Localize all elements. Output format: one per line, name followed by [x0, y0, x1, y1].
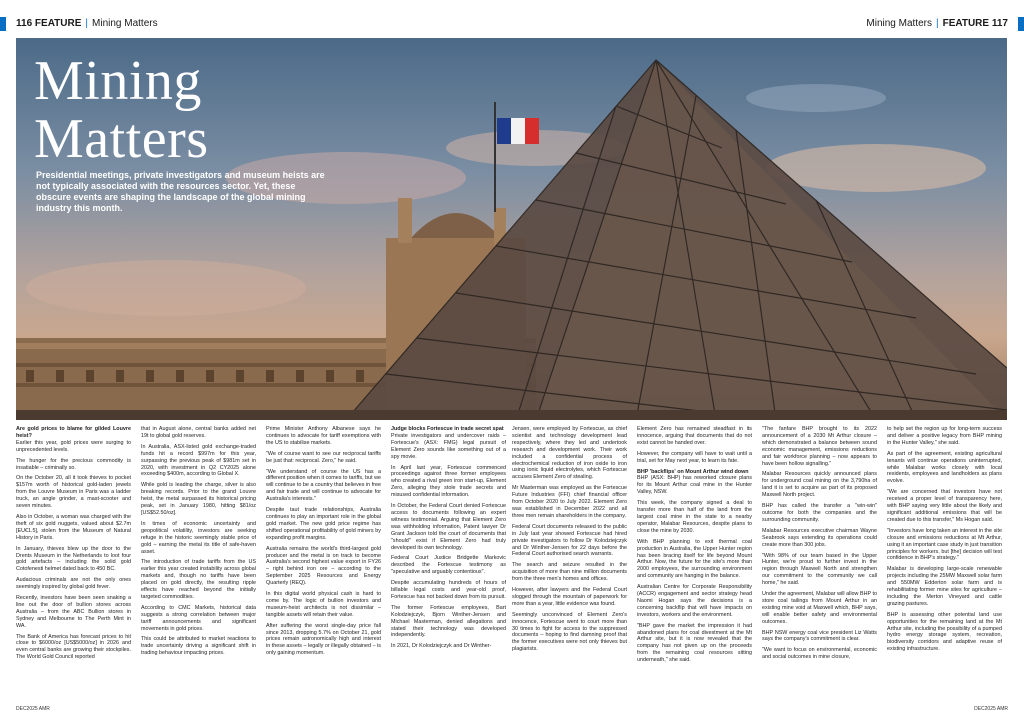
paragraph	[762, 553, 877, 588]
paragraph	[887, 451, 1002, 486]
paragraph	[762, 503, 877, 524]
paragraph-text: However, the company will have to wait until a trial, set for May next year, to learn its fate.	[637, 450, 752, 464]
paragraph-text: Seemingly unconvinced of Element Zero's innocence, Fortescue went to court more than 30 times to fight for access to the suppressed documents – hoping to find damning proof that the former executives were not only thieves but plagiarists.	[512, 611, 627, 653]
paragraph	[391, 503, 506, 551]
header-separator: |	[85, 18, 89, 29]
paragraph-text: In April last year, Fortescue commenced proceedings against three former employees who created a rival green iron start-up, Element Zero, alleging they stole trade secrets and misused confidential information.	[391, 464, 506, 499]
paragraph	[762, 471, 877, 499]
article-column	[512, 426, 627, 698]
paragraph	[266, 623, 381, 658]
paragraph-text: Also in October, a woman was charged with the theft of six gold nuggets, valued about $2.7m [EU€1.5], stolen from the Museum of Natural History in Paris.	[16, 513, 131, 541]
paragraph	[887, 528, 1002, 563]
footer-right: DEC2025 AMR	[974, 706, 1008, 712]
paragraph-text: Malabar Resources quickly announced plans for underground coal mining on the 3,790ha of land it is set to acquire as part of its proposed Maxwell North project.	[762, 471, 877, 499]
paragraph	[762, 591, 877, 626]
paragraph	[266, 546, 381, 587]
paragraph-text: Earlier this year, gold prices were surging to unprecedented levels.	[16, 439, 131, 453]
paragraph	[391, 426, 506, 461]
paragraph	[762, 630, 877, 644]
article-column	[141, 426, 256, 698]
paragraph-text: BHP (ASX: BHP) has reworked closure plans for its Mount Arthur coal mine in the Hunter Valley, NSW.	[637, 475, 752, 496]
paragraph	[512, 524, 627, 559]
paragraph-text: Malabar is developing large-scale renewable projects including the 25MW Maxwell solar farm and 550MW Edderton solar farm and is rehabilitating former mine sites for agriculture – including the Merton Vineyard and cattle grazing pastures.	[887, 566, 1002, 607]
paragraph-text: On the October 20, all it took thieves to pocket $157m worth of historical gold-laden jewels from the Louvre Museum in Paris was a ladder truck, an angle grinder, a mast-scooter and seven minutes.	[16, 475, 131, 510]
paragraph	[266, 469, 381, 504]
paragraph-text: Private investigators and undercover raids – Fortescue's (ASX: FMG) legal pursuit of Element Zero sounds like something out of a spy movie.	[391, 432, 506, 460]
paragraph	[391, 465, 506, 500]
paragraph	[16, 546, 131, 574]
paragraph	[391, 555, 506, 576]
paragraph	[512, 485, 627, 520]
paragraph-text: In January, thieves blew up the door to the Drents Museum in the Netherlands to loot four gold artefacts – including the solid gold Cotofenesti helmet dated back to 450 BC.	[16, 545, 131, 573]
section-heading: Judge blocks Fortescue in trade secret spat	[391, 426, 504, 432]
paragraph-text: Australian Centre for Corporate Responsibility (ACCR) engagement and sector strategy head Naomi Hogan says the decisions is a concerning backflip that will have impacts on investors, workers and the environment.	[637, 584, 752, 618]
paragraph-text: Despite taut trade relationships, Australia continues to play an important role in the global gold market. The new gold price regime has shifted operational profitability of gold miners by expanding profit margins.	[266, 507, 381, 541]
paragraph	[637, 500, 752, 535]
paragraph-text: Prime Minister Anthony Albanese says he continues to advocate for tariff exemptions with the US to stabilise markets.	[266, 426, 381, 446]
paragraph-text: "We are concerned that investors have not received a proper level of transparency here, with BHP saying very little about the likely and significant additional emissions that will be created due to this transfer," Ms Hogan said.	[887, 489, 1002, 523]
paragraph	[141, 636, 256, 657]
paragraph	[141, 482, 256, 517]
page-title	[34, 52, 354, 168]
paragraph-text: BHP is assessing other potential land use opportunities for the remaining land at the Mt Arthur site, including the possibility of a pumped hydro energy storage system, recreation, biodiversity corridors and adaptive reuse of existing infrastructure.	[887, 611, 1002, 653]
left-section-label: FEATURE	[34, 18, 82, 29]
paragraph	[16, 634, 131, 662]
paragraph-text: According to CMC Markets, historical data suggests a strong correlation between major tariff announcements and significant movements in gold prices.	[141, 604, 256, 632]
section-heading: Are gold prices to blame for gilded Louvre heist?	[16, 426, 131, 439]
paragraph	[141, 605, 256, 633]
paragraph-text: Despite accumulating hundreds of hours of billable legal costs and year-old proof, Fortescue has not backed down from its pursuit.	[391, 580, 506, 600]
paragraph-text: "We want to focus on environmental, economic and social outcomes in mine closure,	[762, 647, 877, 661]
paragraph	[141, 521, 256, 556]
paragraph	[141, 426, 256, 440]
paragraph	[141, 444, 256, 479]
article-column	[16, 426, 131, 698]
paragraph	[887, 566, 1002, 607]
paragraph-text: In times of economic uncertainty and geopolitical volatility, investors are seeking refuge in the historic seemingly stable price of gold – earning the metal its title of safe-haven asset.	[141, 520, 256, 555]
paragraph-text: Under the agreement, Malabar will allow BHP to store coal tailings from Mount Arthur in an existing mine void at Maxwell which, BHP says, will enable better safety and environmental outcomes.	[762, 591, 877, 625]
article-column	[637, 426, 752, 698]
standfirst: Presidential meetings, private investigators and museum heists are not typically associated with the resources sector. Yet, these obscure events are shaping the landscape of the global mining industry this month.	[36, 170, 325, 213]
footer-left: DEC2025 AMR	[16, 706, 50, 712]
paragraph	[16, 514, 131, 542]
paragraph-text: Jensen, were employed by Fortescue, as chief scientist and technology development lead respectively, where they led and undertook research and development work. Their work included a confidential process of electrochemical reduction of iron oxide to iron using ionic liquid electrolytes, which Fortescue accuses Element Zero of stealing.	[512, 426, 627, 481]
paragraph	[637, 539, 752, 580]
paragraph-text: "Investors have long taken an interest in the site closure and emissions reductions at Mt Arthur, using it an important case study in just transition principles for workers, but [the] decision will test confidence in BHP's strategy."	[887, 527, 1002, 562]
title-line-2: Matters	[34, 108, 209, 170]
paragraph	[887, 489, 1002, 524]
paragraph	[266, 426, 381, 447]
right-page-number: 117	[991, 18, 1008, 29]
paragraph-text: "The fanfare BHP brought to its 2022 announcement of a 2030 Mt Arthur closure – which demonstrated a balance between sound economic management, emissions reductions and fair workforce planning – now appears to have been hollow signalling."	[762, 426, 877, 467]
paragraph	[887, 426, 1002, 447]
paragraph-text: BHP NSW energy coal vice president Liz Watts says the company's commitment is clear.	[762, 629, 877, 643]
paragraph-text: to help set the region up for long-term success and deliver a positive legacy from BHP mining in the Hunter Valley," she said.	[887, 426, 1002, 446]
paragraph-text: Australia remains the world's third-largest gold producer and the metal is on track to become Australia's second highest value export in FY26 – right behind iron ore – according to the September 2025 Resources and Energy Quarterly (REQ).	[266, 545, 381, 587]
paragraph-text: With BHP planning to exit thermal coal production in Australia, the Upper Hunter region has been bracing itself for life beyond Mount Arthur. Now, the future for the site's more than 2000 employees, the surrounding environment and community are hanging in the balance.	[637, 538, 752, 580]
paragraph-text: Element Zero has remained steadfast in its innocence, arguing that documents that do not exist cannot be handed over.	[637, 426, 752, 446]
title-line-1: Mining	[34, 50, 202, 112]
paragraph-text: In this digital world physical cash is hard to come by. The logic of bullion investors and museum-heist architects is not dissimilar – tangible assets will retain their value.	[266, 591, 381, 618]
paragraph-text: Recently, investors have been seen snaking a line out the door of bullion stores across Australia – from the ABC Bullion stores in Sydney and Melbourne to The Perth Mint in WA.	[16, 595, 131, 629]
header-left	[0, 16, 158, 32]
paragraph-text: After suffering the worst single-day price fall since 2013, dropping 5.7% on October 21, gold prices remain astronomically high and interest in these assets – legally or illegally obtained – is only gaining momentum.	[266, 622, 381, 657]
header-separator: |	[935, 18, 939, 29]
paragraph-text: Malabar Resources executive chairman Wayne Seabrook says extending its operations could create more than 300 jobs.	[762, 527, 877, 548]
paragraph-text: Federal Court documents released to the public in July last year showed Fortescue had hired private investigators to follow Dr Kolodziejczyk and Dr Winther-Jensen for 22 days before the Federal Court authorised search warrants.	[512, 523, 627, 558]
paragraph-text: As part of the agreement, existing agricultural tenants will continue operations uninterrupted, while Malabar works closely with local residents, employees and landholders as plans evolve.	[887, 450, 1002, 485]
article-column	[762, 426, 877, 698]
paragraph-text: This could be attributed to market reactions to trade uncertainty driving a significant shift in trading behaviour impacting prices.	[141, 636, 256, 657]
paragraph-text: Federal Court Justice Bridgette Markovic described the Fortescue testimony as "speculative and arguably contentious".	[391, 555, 506, 576]
paragraph	[391, 605, 506, 640]
paragraph	[266, 507, 381, 542]
paragraph	[16, 475, 131, 510]
paragraph	[141, 559, 256, 600]
paragraph	[16, 595, 131, 630]
article-column	[266, 426, 381, 698]
paragraph	[512, 426, 627, 481]
paragraph	[391, 643, 506, 650]
paragraph-text: The Bank of America has forecast prices to hit close to $6000/oz [US$5000/oz] in 2026 and even central banks are growing their stockpiles. The World Gold Council reported	[16, 633, 131, 661]
paragraph	[637, 584, 752, 619]
paragraph-text: The introduction of trade tariffs from the US earlier this year created instability across global markets and, though no tariffs have been placed on gold directly, the resulting ripple effects have reached beyond the initially targeted commodities.	[141, 559, 256, 600]
paragraph-text: The search and seizure resulted in the acquisition of more than nine million documents from the three men's homes and offices.	[512, 562, 627, 583]
paragraph	[512, 562, 627, 583]
paragraph-text: BHP has called the transfer a "win-win" outcome for both the companies and the surrounding community.	[762, 503, 877, 523]
paragraph	[887, 612, 1002, 653]
paragraph	[266, 591, 381, 619]
paragraph-text: "With 98% of our team based in the Upper Hunter, we're proud to further invest in the region through Maxwell North and strengthen our commitment to the community we call home," he said.	[762, 552, 877, 587]
right-topic-label: Mining Matters	[866, 18, 932, 29]
paragraph-text: The hunger for the precious commodity is insatiable – criminally so.	[16, 457, 131, 471]
paragraph-text: However, after lawyers and the Federal Court slogged through the mountain of paperwork for more than a year, little evidence was found.	[512, 587, 627, 607]
paragraph	[637, 451, 752, 465]
left-page-number: 116	[16, 18, 33, 29]
article-column	[887, 426, 1002, 698]
right-section-label: FEATURE	[942, 18, 990, 29]
paragraph-text: "BHP gave the market the impression it had abandoned plans for coal divestment at the Mt Arthur site, but it is now revealed that the company has not given up on the proceeds from the remaining coal resources sitting underneath," she said.	[637, 622, 752, 664]
header-right	[866, 16, 1024, 32]
paragraph	[762, 426, 877, 467]
paragraph-text: Mr Masterman was employed as the Fortescue Future Industries (FFI) chief financial officer from October 2020 to July 2022. Element Zero was established in December 2022 and all three men remain shareholders in the company.	[512, 485, 627, 519]
paragraph	[762, 647, 877, 661]
paragraph-text: that in August alone, central banks added net 19t to global gold reserves.	[141, 426, 256, 439]
article-column	[391, 426, 506, 698]
article-body	[16, 426, 1008, 700]
paragraph	[762, 528, 877, 549]
paragraph-text: Audacious criminals are not the only ones seemingly inspired by global gold fever.	[16, 577, 131, 591]
paragraph	[16, 426, 131, 454]
paragraph	[512, 587, 627, 608]
paragraph	[16, 458, 131, 472]
paragraph-text: In Australia, ASX-listed gold exchange-traded funds hit a record $997m for this year, surpassing the previous peak of $981m set in 2020, with investment in Q2 CY2025 alone exceeding $400m, according to Global X.	[141, 443, 256, 478]
paragraph-text: This week, the company signed a deal to transfer more than half of the land from the largest coal mine in the state to a nearby operator, Malabar Resources, despite plans to close the mine by 2030.	[637, 500, 752, 534]
paragraph-text: The former Fortescue employees, Bart Kolodziejczyk, Bjorn Winther-Jensen and Michael Masterman, denied allegations and stated their technology was developed independently.	[391, 604, 506, 639]
paragraph	[512, 612, 627, 653]
paragraph-text: In October, the Federal Court denied Fortescue access to documents following an expert witness testimonial. Arguing that Element Zero was withholding information, Patent lawyer Dr Grant Jackson told the court of documents that "should" exist if Element Zero had truly developed its own technology.	[391, 503, 506, 551]
left-topic-label: Mining Matters	[92, 18, 158, 29]
paragraph	[391, 580, 506, 601]
paragraph-text: "We of course want to see our reciprocal tariffs be just that: reciprocal. Zero," he said.	[266, 450, 381, 464]
paragraph-text: In 2021, Dr Kolodziejczyk and Dr Winther-	[391, 643, 492, 650]
paragraph	[16, 577, 131, 591]
paragraph	[266, 451, 381, 465]
paragraph	[637, 469, 752, 497]
paragraph-text: "We understand of course the US has a different position when it comes to tariffs, but we will continue to be a country that believes in free and fair trade and will continue to advocate for Australia's interests."	[266, 468, 381, 503]
paragraph	[637, 623, 752, 664]
paragraph	[637, 426, 752, 447]
paragraph-text: While gold is leading the charge, silver is also breaking records. Prior to the grand Louvre heist, the metal surpassed its historical pricing peak, set in January 1980, hitting $81/oz [US$52.50/oz].	[141, 482, 256, 516]
hero-image	[16, 38, 1007, 420]
section-heading: BHP 'backflips' on Mount Arthur wind down	[637, 468, 749, 475]
